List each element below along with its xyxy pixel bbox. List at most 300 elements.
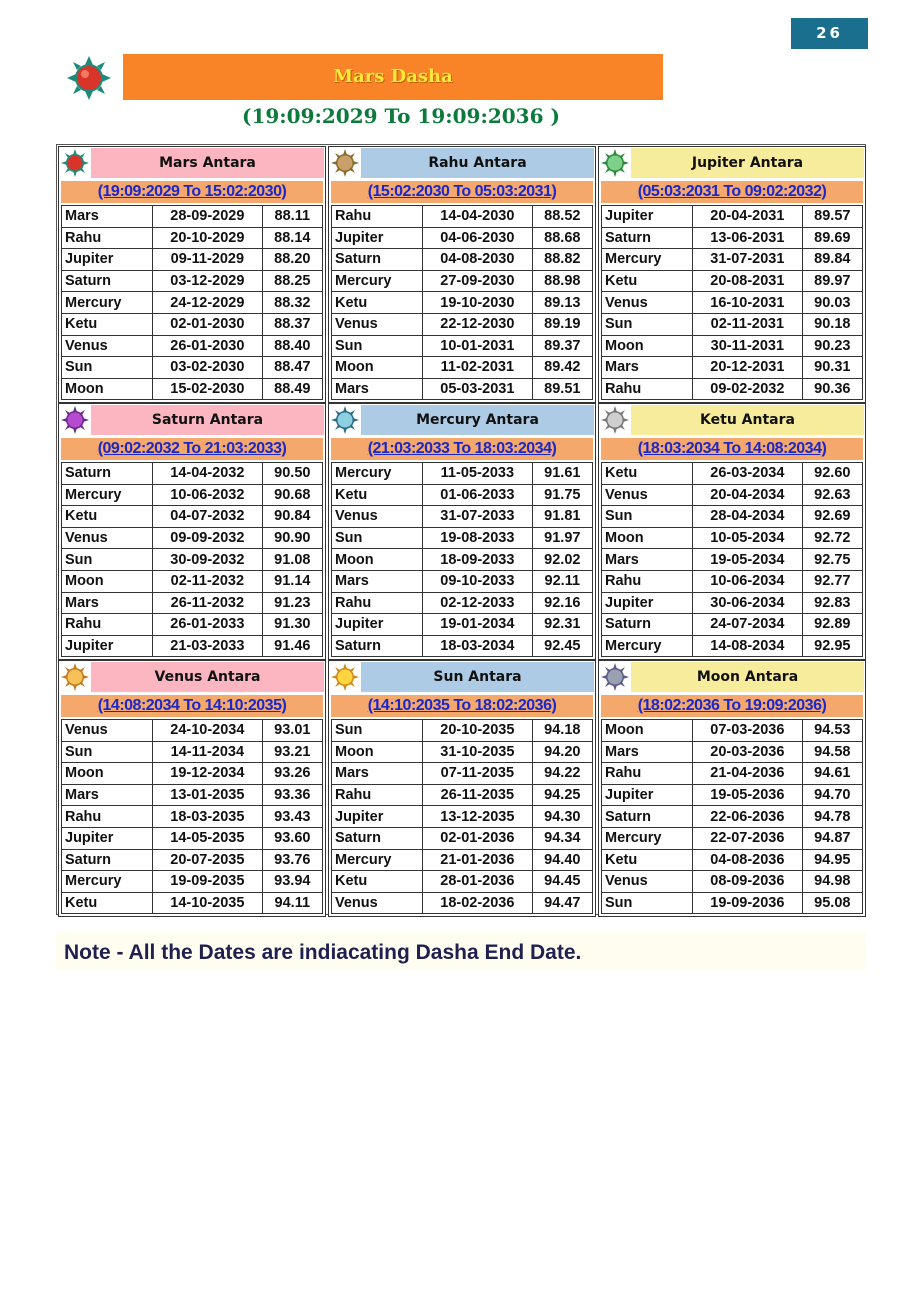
date-cell: 07-11-2035 xyxy=(423,763,533,785)
table-row xyxy=(602,806,863,828)
age-cell: 88.40 xyxy=(262,335,322,357)
planet-mars-icon xyxy=(61,149,89,177)
date-cell: 26-01-2033 xyxy=(153,614,263,636)
age-cell: 94.34 xyxy=(532,827,592,849)
planet-cell: Ketu xyxy=(332,292,423,314)
date-cell: 31-07-2031 xyxy=(693,249,803,271)
date-cell: 14-04-2030 xyxy=(423,206,533,228)
date-cell: 09-02-2032 xyxy=(693,378,803,400)
planet-ketu-icon xyxy=(601,406,629,434)
table-row xyxy=(62,741,323,763)
antara-table xyxy=(331,205,593,400)
planet-cell: Venus xyxy=(332,506,423,528)
table-row xyxy=(62,827,323,849)
date-cell: 13-12-2035 xyxy=(423,806,533,828)
age-cell: 89.57 xyxy=(802,206,862,228)
antara-block xyxy=(328,660,596,917)
planet-cell: Jupiter xyxy=(602,206,693,228)
date-cell: 18-02-2036 xyxy=(423,892,533,914)
date-cell: 21-03-2033 xyxy=(153,635,263,657)
table-row xyxy=(332,270,593,292)
age-cell: 89.42 xyxy=(532,357,592,379)
antara-table xyxy=(61,462,323,657)
date-cell: 13-06-2031 xyxy=(693,227,803,249)
planet-cell: Saturn xyxy=(332,635,423,657)
antara-block xyxy=(598,146,866,403)
date-cell: 21-01-2036 xyxy=(423,849,533,871)
table-row xyxy=(62,249,323,271)
date-cell: 04-07-2032 xyxy=(153,506,263,528)
table-row xyxy=(62,892,323,914)
antara-header xyxy=(329,147,595,179)
table-row xyxy=(62,313,323,335)
age-cell: 89.19 xyxy=(532,313,592,335)
date-cell: 21-04-2036 xyxy=(693,763,803,785)
age-cell: 94.11 xyxy=(262,892,322,914)
planet-sun-icon xyxy=(331,663,359,691)
antara-range: (15:02:2030 To 05:03:2031) xyxy=(331,181,593,203)
age-cell: 93.76 xyxy=(262,849,322,871)
date-cell: 18-03-2035 xyxy=(153,806,263,828)
dasha-title: Mars Dasha xyxy=(123,54,663,100)
age-cell: 94.22 xyxy=(532,763,592,785)
age-cell: 93.43 xyxy=(262,806,322,828)
table-row xyxy=(332,892,593,914)
table-row xyxy=(62,335,323,357)
planet-cell: Rahu xyxy=(602,570,693,592)
table-row xyxy=(332,635,593,657)
age-cell: 91.97 xyxy=(532,527,592,549)
planet-cell: Mercury xyxy=(62,484,153,506)
age-cell: 88.47 xyxy=(262,357,322,379)
date-cell: 31-10-2035 xyxy=(423,741,533,763)
date-cell: 20-08-2031 xyxy=(693,270,803,292)
antara-header xyxy=(59,661,325,693)
table-row xyxy=(332,506,593,528)
date-cell: 18-03-2034 xyxy=(423,635,533,657)
antara-header xyxy=(599,661,865,693)
table-row xyxy=(602,206,863,228)
planet-cell: Moon xyxy=(332,357,423,379)
date-cell: 19-05-2034 xyxy=(693,549,803,571)
table-row xyxy=(602,249,863,271)
date-cell: 28-04-2034 xyxy=(693,506,803,528)
age-cell: 90.84 xyxy=(262,506,322,528)
age-cell: 93.60 xyxy=(262,827,322,849)
planet-mercury-icon xyxy=(331,406,359,434)
age-cell: 92.89 xyxy=(802,614,862,636)
age-cell: 91.08 xyxy=(262,549,322,571)
date-cell: 14-08-2034 xyxy=(693,635,803,657)
table-row xyxy=(332,227,593,249)
age-cell: 90.90 xyxy=(262,527,322,549)
planet-cell: Saturn xyxy=(62,270,153,292)
age-cell: 88.98 xyxy=(532,270,592,292)
age-cell: 94.18 xyxy=(532,720,592,742)
antara-header xyxy=(599,147,865,179)
date-cell: 19-12-2034 xyxy=(153,763,263,785)
date-cell: 26-11-2032 xyxy=(153,592,263,614)
table-row xyxy=(62,378,323,400)
date-cell: 22-07-2036 xyxy=(693,827,803,849)
table-row xyxy=(62,484,323,506)
planet-cell: Rahu xyxy=(332,784,423,806)
age-cell: 88.68 xyxy=(532,227,592,249)
table-row xyxy=(602,741,863,763)
planet-cell: Mercury xyxy=(602,635,693,657)
planet-cell: Ketu xyxy=(62,313,153,335)
table-row xyxy=(602,849,863,871)
planet-cell: Rahu xyxy=(602,378,693,400)
table-row xyxy=(332,378,593,400)
age-cell: 91.61 xyxy=(532,463,592,485)
date-cell: 11-05-2033 xyxy=(423,463,533,485)
table-row xyxy=(332,849,593,871)
age-cell: 91.30 xyxy=(262,614,322,636)
planet-cell: Rahu xyxy=(62,227,153,249)
date-cell: 19-09-2035 xyxy=(153,871,263,893)
age-cell: 93.36 xyxy=(262,784,322,806)
antara-range: (19:09:2029 To 15:02:2030) xyxy=(61,181,323,203)
antara-header xyxy=(59,404,325,436)
planet-cell: Moon xyxy=(602,527,693,549)
table-row xyxy=(62,763,323,785)
planet-cell: Moon xyxy=(602,335,693,357)
age-cell: 88.37 xyxy=(262,313,322,335)
table-row xyxy=(602,763,863,785)
antara-title: Saturn Antara xyxy=(91,405,324,435)
footnote: Note - All the Dates are indiacating Dasha End Date. xyxy=(56,932,866,970)
age-cell: 92.31 xyxy=(532,614,592,636)
planet-rahu-icon xyxy=(331,149,359,177)
planet-saturn-icon xyxy=(61,406,89,434)
age-cell: 94.95 xyxy=(802,849,862,871)
planet-cell: Moon xyxy=(62,763,153,785)
table-row xyxy=(332,206,593,228)
planet-cell: Rahu xyxy=(602,763,693,785)
date-cell: 20-04-2034 xyxy=(693,484,803,506)
table-row xyxy=(62,592,323,614)
date-cell: 20-03-2036 xyxy=(693,741,803,763)
dasha-period: (19:09:2029 To 19:09:2036 ) xyxy=(242,104,560,128)
planet-cell: Venus xyxy=(62,720,153,742)
planet-cell: Venus xyxy=(62,335,153,357)
table-row xyxy=(602,270,863,292)
table-row xyxy=(62,270,323,292)
age-cell: 92.95 xyxy=(802,635,862,657)
planet-cell: Saturn xyxy=(62,849,153,871)
table-row xyxy=(332,871,593,893)
date-cell: 26-01-2030 xyxy=(153,335,263,357)
age-cell: 94.25 xyxy=(532,784,592,806)
age-cell: 94.58 xyxy=(802,741,862,763)
date-cell: 14-10-2035 xyxy=(153,892,263,914)
age-cell: 92.02 xyxy=(532,549,592,571)
planet-cell: Saturn xyxy=(602,227,693,249)
table-row xyxy=(332,720,593,742)
antara-title: Sun Antara xyxy=(361,662,594,692)
date-cell: 04-08-2030 xyxy=(423,249,533,271)
age-cell: 88.14 xyxy=(262,227,322,249)
date-cell: 19-01-2034 xyxy=(423,614,533,636)
age-cell: 92.83 xyxy=(802,592,862,614)
antara-header xyxy=(329,661,595,693)
planet-cell: Venus xyxy=(602,484,693,506)
table-row xyxy=(62,506,323,528)
date-cell: 04-08-2036 xyxy=(693,849,803,871)
table-row xyxy=(332,614,593,636)
antara-table xyxy=(61,205,323,400)
table-row xyxy=(332,806,593,828)
planet-cell: Venus xyxy=(602,292,693,314)
antara-table xyxy=(331,462,593,657)
age-cell: 89.69 xyxy=(802,227,862,249)
planet-cell: Sun xyxy=(332,527,423,549)
planet-cell: Saturn xyxy=(602,806,693,828)
table-row xyxy=(602,506,863,528)
date-cell: 24-10-2034 xyxy=(153,720,263,742)
age-cell: 89.37 xyxy=(532,335,592,357)
table-row xyxy=(602,720,863,742)
table-row xyxy=(602,527,863,549)
date-cell: 19-10-2030 xyxy=(423,292,533,314)
age-cell: 92.69 xyxy=(802,506,862,528)
antara-title: Jupiter Antara xyxy=(631,148,864,178)
planet-cell: Moon xyxy=(332,741,423,763)
age-cell: 92.60 xyxy=(802,463,862,485)
date-cell: 04-06-2030 xyxy=(423,227,533,249)
antara-block xyxy=(328,146,596,403)
age-cell: 94.40 xyxy=(532,849,592,871)
antara-range: (18:02:2036 To 19:09:2036) xyxy=(601,695,863,717)
age-cell: 89.51 xyxy=(532,378,592,400)
planet-cell: Sun xyxy=(602,892,693,914)
date-cell: 14-11-2034 xyxy=(153,741,263,763)
date-cell: 10-06-2034 xyxy=(693,570,803,592)
planet-cell: Sun xyxy=(332,720,423,742)
planet-cell: Mercury xyxy=(602,827,693,849)
planet-cell: Rahu xyxy=(62,806,153,828)
date-cell: 14-04-2032 xyxy=(153,463,263,485)
planet-cell: Venus xyxy=(602,871,693,893)
age-cell: 95.08 xyxy=(802,892,862,914)
planet-cell: Rahu xyxy=(332,206,423,228)
antara-block xyxy=(58,660,326,917)
table-row xyxy=(332,741,593,763)
table-row xyxy=(332,313,593,335)
date-cell: 02-01-2030 xyxy=(153,313,263,335)
date-cell: 22-12-2030 xyxy=(423,313,533,335)
age-cell: 93.26 xyxy=(262,763,322,785)
date-cell: 02-11-2031 xyxy=(693,313,803,335)
table-row xyxy=(62,227,323,249)
age-cell: 93.94 xyxy=(262,871,322,893)
age-cell: 92.75 xyxy=(802,549,862,571)
planet-cell: Jupiter xyxy=(602,784,693,806)
date-cell: 13-01-2035 xyxy=(153,784,263,806)
age-cell: 90.18 xyxy=(802,313,862,335)
planet-cell: Jupiter xyxy=(332,227,423,249)
date-cell: 14-05-2035 xyxy=(153,827,263,849)
age-cell: 91.81 xyxy=(532,506,592,528)
antara-table xyxy=(331,719,593,914)
date-cell: 07-03-2036 xyxy=(693,720,803,742)
table-row xyxy=(62,463,323,485)
date-cell: 31-07-2033 xyxy=(423,506,533,528)
age-cell: 94.87 xyxy=(802,827,862,849)
antara-title: Ketu Antara xyxy=(631,405,864,435)
planet-cell: Saturn xyxy=(62,463,153,485)
antara-range: (05:03:2031 To 09:02:2032) xyxy=(601,181,863,203)
age-cell: 92.11 xyxy=(532,570,592,592)
planet-cell: Venus xyxy=(62,527,153,549)
table-row xyxy=(602,292,863,314)
planet-cell: Sun xyxy=(332,335,423,357)
age-cell: 94.30 xyxy=(532,806,592,828)
date-cell: 28-01-2036 xyxy=(423,871,533,893)
planet-cell: Mercury xyxy=(332,463,423,485)
planet-cell: Moon xyxy=(602,720,693,742)
age-cell: 94.70 xyxy=(802,784,862,806)
table-row xyxy=(62,871,323,893)
table-row xyxy=(332,249,593,271)
age-cell: 88.32 xyxy=(262,292,322,314)
planet-cell: Sun xyxy=(62,549,153,571)
mars-planet-icon xyxy=(66,55,112,101)
planet-cell: Jupiter xyxy=(62,249,153,271)
table-row xyxy=(332,827,593,849)
age-cell: 90.50 xyxy=(262,463,322,485)
planet-cell: Mars xyxy=(332,570,423,592)
age-cell: 90.23 xyxy=(802,335,862,357)
age-cell: 94.78 xyxy=(802,806,862,828)
table-row xyxy=(332,335,593,357)
table-row xyxy=(62,357,323,379)
planet-cell: Mars xyxy=(602,549,693,571)
age-cell: 90.03 xyxy=(802,292,862,314)
age-cell: 94.61 xyxy=(802,763,862,785)
antara-block xyxy=(58,146,326,403)
date-cell: 02-01-2036 xyxy=(423,827,533,849)
date-cell: 19-05-2036 xyxy=(693,784,803,806)
date-cell: 02-12-2033 xyxy=(423,592,533,614)
date-cell: 09-10-2033 xyxy=(423,570,533,592)
table-row xyxy=(62,806,323,828)
planet-cell: Ketu xyxy=(62,506,153,528)
date-cell: 24-12-2029 xyxy=(153,292,263,314)
page-number: 26 xyxy=(791,18,868,49)
date-cell: 27-09-2030 xyxy=(423,270,533,292)
antara-header xyxy=(329,404,595,436)
planet-cell: Jupiter xyxy=(602,592,693,614)
planet-cell: Jupiter xyxy=(332,614,423,636)
date-cell: 10-01-2031 xyxy=(423,335,533,357)
age-cell: 92.45 xyxy=(532,635,592,657)
planet-cell: Mars xyxy=(62,592,153,614)
antara-header xyxy=(599,404,865,436)
antara-table xyxy=(61,719,323,914)
table-row xyxy=(332,592,593,614)
planet-moon-icon xyxy=(601,663,629,691)
planet-cell: Venus xyxy=(332,892,423,914)
antara-range: (09:02:2032 To 21:03:2033) xyxy=(61,438,323,460)
age-cell: 94.47 xyxy=(532,892,592,914)
table-row xyxy=(62,635,323,657)
table-row xyxy=(602,484,863,506)
antara-range: (18:03:2034 To 14:08:2034) xyxy=(601,438,863,460)
planet-cell: Moon xyxy=(62,570,153,592)
antara-block xyxy=(328,403,596,660)
table-row xyxy=(602,827,863,849)
date-cell: 19-08-2033 xyxy=(423,527,533,549)
antara-range: (14:10:2035 To 18:02:2036) xyxy=(331,695,593,717)
table-row xyxy=(602,892,863,914)
date-cell: 03-12-2029 xyxy=(153,270,263,292)
age-cell: 93.21 xyxy=(262,741,322,763)
planet-cell: Moon xyxy=(62,378,153,400)
table-row xyxy=(602,335,863,357)
planet-cell: Rahu xyxy=(332,592,423,614)
age-cell: 88.20 xyxy=(262,249,322,271)
age-cell: 90.68 xyxy=(262,484,322,506)
table-row xyxy=(602,313,863,335)
planet-cell: Saturn xyxy=(602,614,693,636)
age-cell: 91.75 xyxy=(532,484,592,506)
planet-cell: Rahu xyxy=(62,614,153,636)
date-cell: 18-09-2033 xyxy=(423,549,533,571)
antara-block xyxy=(58,403,326,660)
date-cell: 22-06-2036 xyxy=(693,806,803,828)
table-row xyxy=(602,570,863,592)
date-cell: 15-02-2030 xyxy=(153,378,263,400)
date-cell: 20-10-2035 xyxy=(423,720,533,742)
age-cell: 91.23 xyxy=(262,592,322,614)
age-cell: 94.20 xyxy=(532,741,592,763)
planet-cell: Mercury xyxy=(332,849,423,871)
age-cell: 91.14 xyxy=(262,570,322,592)
age-cell: 89.84 xyxy=(802,249,862,271)
age-cell: 94.53 xyxy=(802,720,862,742)
antara-grid xyxy=(56,144,866,915)
antara-title: Mars Antara xyxy=(91,148,324,178)
planet-cell: Mars xyxy=(332,378,423,400)
antara-block xyxy=(598,403,866,660)
planet-cell: Mercury xyxy=(602,249,693,271)
table-row xyxy=(602,378,863,400)
date-cell: 03-02-2030 xyxy=(153,357,263,379)
date-cell: 08-09-2036 xyxy=(693,871,803,893)
age-cell: 90.31 xyxy=(802,357,862,379)
table-row xyxy=(332,484,593,506)
age-cell: 90.36 xyxy=(802,378,862,400)
antara-range: (21:03:2033 To 18:03:2034) xyxy=(331,438,593,460)
planet-cell: Ketu xyxy=(332,484,423,506)
table-row xyxy=(602,357,863,379)
date-cell: 30-11-2031 xyxy=(693,335,803,357)
age-cell: 88.52 xyxy=(532,206,592,228)
table-row xyxy=(332,763,593,785)
date-cell: 09-09-2032 xyxy=(153,527,263,549)
age-cell: 89.13 xyxy=(532,292,592,314)
table-row xyxy=(602,463,863,485)
table-row xyxy=(602,871,863,893)
age-cell: 92.16 xyxy=(532,592,592,614)
planet-cell: Sun xyxy=(62,357,153,379)
antara-title: Moon Antara xyxy=(631,662,864,692)
date-cell: 30-06-2034 xyxy=(693,592,803,614)
planet-cell: Mars xyxy=(62,206,153,228)
antara-table xyxy=(601,719,863,914)
